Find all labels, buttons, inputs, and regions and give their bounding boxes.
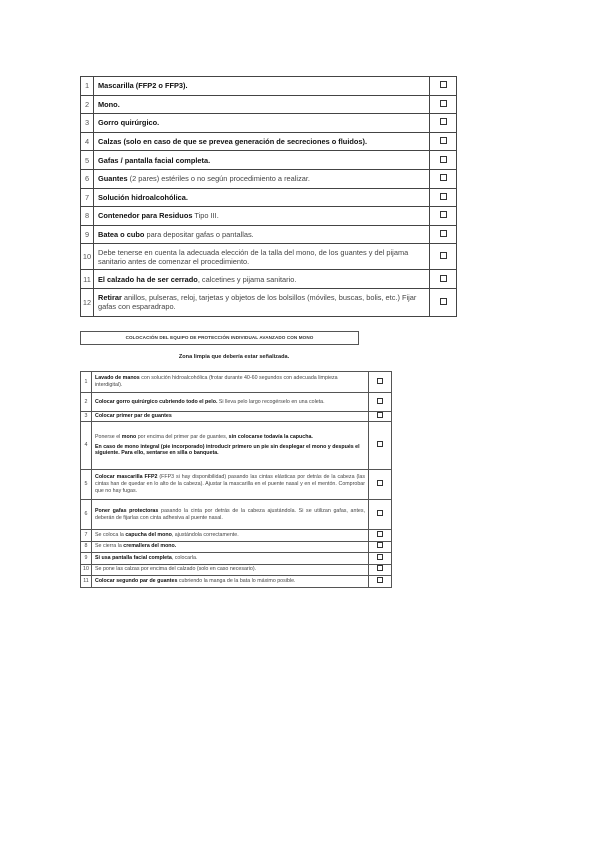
row-number: 5 xyxy=(81,470,92,500)
checkbox-cell[interactable] xyxy=(430,207,457,226)
table-row xyxy=(81,207,457,226)
checkbox-icon[interactable] xyxy=(440,174,447,181)
table-row xyxy=(81,553,392,565)
table-row xyxy=(81,500,392,530)
row-number: 3 xyxy=(81,412,92,422)
row-text: Mascarilla (FFP2 o FFP3). xyxy=(94,77,430,96)
row-number: 7 xyxy=(81,530,92,542)
row-text: Se pone las calzas por encima del calzado (solo en caso necesario). xyxy=(92,564,369,576)
checkbox-cell[interactable] xyxy=(430,288,457,316)
table-row xyxy=(81,530,392,542)
row-text: Contenedor para Residuos Tipo III. xyxy=(94,207,430,226)
checkbox-icon[interactable] xyxy=(377,441,383,447)
checkbox-icon[interactable] xyxy=(440,275,447,282)
table-row xyxy=(81,169,457,188)
material-checklist-table xyxy=(80,76,457,317)
row-number: 11 xyxy=(81,270,94,289)
donning-steps-table xyxy=(80,371,392,588)
row-text: Gorro quirúrgico. xyxy=(94,114,430,133)
checkbox-icon[interactable] xyxy=(440,81,447,88)
checkbox-cell[interactable] xyxy=(369,530,392,542)
row-text: El calzado ha de ser cerrado, calcetines y pijama sanitario. xyxy=(94,270,430,289)
table-row xyxy=(81,114,457,133)
checkbox-cell[interactable] xyxy=(430,77,457,96)
row-text: Guantes (2 pares) estériles o no según procedimiento a realizar. xyxy=(94,169,430,188)
checkbox-cell[interactable] xyxy=(369,553,392,565)
row-number: 9 xyxy=(81,553,92,565)
table-row xyxy=(81,225,457,244)
checkbox-cell[interactable] xyxy=(369,541,392,553)
row-text: Solución hidroalcohólica. xyxy=(94,188,430,207)
checkbox-cell[interactable] xyxy=(369,393,392,412)
table-row xyxy=(81,270,457,289)
checkbox-icon[interactable] xyxy=(440,252,447,259)
checkbox-icon[interactable] xyxy=(440,137,447,144)
checkbox-cell[interactable] xyxy=(369,500,392,530)
row-text: Gafas / pantalla facial completa. xyxy=(94,151,430,170)
checkbox-cell[interactable] xyxy=(430,169,457,188)
table-row xyxy=(81,188,457,207)
row-text: Retirar anillos, pulseras, reloj, tarjetas y objetos de los bolsillos (móviles, buscas, bolis, etc.) Fijar gafas con esparadrapo. xyxy=(94,288,430,316)
table-row xyxy=(81,564,392,576)
checkbox-icon[interactable] xyxy=(377,412,383,418)
row-text: Poner gafas protectoras pasando la cinta por detrás de la cabeza ajustándola. Si se utilizan gafas, antes, deberán de fijarlas con cinta adhesiva al puente nasal. xyxy=(92,500,369,530)
checkbox-icon[interactable] xyxy=(440,100,447,107)
checkbox-icon[interactable] xyxy=(377,510,383,516)
table-row xyxy=(81,576,392,588)
checkbox-icon[interactable] xyxy=(377,565,383,571)
row-number: 4 xyxy=(81,422,92,470)
checkbox-icon[interactable] xyxy=(440,211,447,218)
checkbox-icon[interactable] xyxy=(377,542,383,548)
row-number: 2 xyxy=(81,393,92,412)
checkbox-icon[interactable] xyxy=(440,230,447,237)
checkbox-cell[interactable] xyxy=(430,225,457,244)
row-text: Debe tenerse en cuenta la adecuada elección de la talla del mono, de los guantes y del pijama sanitario antes de comenzar el procedimiento. xyxy=(94,244,430,270)
table-row xyxy=(81,95,457,114)
row-number: 6 xyxy=(81,169,94,188)
table-row xyxy=(81,288,457,316)
checkbox-cell[interactable] xyxy=(369,412,392,422)
checkbox-icon[interactable] xyxy=(377,378,383,384)
row-number: 6 xyxy=(81,500,92,530)
table-row xyxy=(81,151,457,170)
checkbox-cell[interactable] xyxy=(430,114,457,133)
checkbox-icon[interactable] xyxy=(440,156,447,163)
section-title: COLOCACIÓN DEL EQUIPO DE PROTECCIÓN INDIVIDUAL AVANZADO CON MONO xyxy=(80,331,359,345)
row-text: Se coloca la capucha del mono, ajustándola correctamente. xyxy=(92,530,369,542)
table-row xyxy=(81,422,392,470)
checkbox-cell[interactable] xyxy=(369,470,392,500)
checkbox-cell[interactable] xyxy=(369,564,392,576)
row-number: 10 xyxy=(81,244,94,270)
row-number: 1 xyxy=(81,77,94,96)
checkbox-cell[interactable] xyxy=(430,244,457,270)
table-row xyxy=(81,132,457,151)
table-row xyxy=(81,77,457,96)
row-number: 1 xyxy=(81,372,92,393)
row-number: 9 xyxy=(81,225,94,244)
row-number: 8 xyxy=(81,541,92,553)
row-text: Batea o cubo para depositar gafas o pantallas. xyxy=(94,225,430,244)
row-number: 2 xyxy=(81,95,94,114)
checkbox-icon[interactable] xyxy=(440,118,447,125)
checkbox-icon[interactable] xyxy=(440,193,447,200)
checkbox-icon[interactable] xyxy=(377,480,383,486)
row-number: 10 xyxy=(81,564,92,576)
row-text: Colocar primer par de guantes xyxy=(92,412,369,422)
checkbox-cell[interactable] xyxy=(430,132,457,151)
checkbox-cell[interactable] xyxy=(430,188,457,207)
row-number: 12 xyxy=(81,288,94,316)
row-number: 3 xyxy=(81,114,94,133)
row-text: Mono. xyxy=(94,95,430,114)
row-text: Colocar gorro quirúrgico cubriendo todo el pelo. Si lleva pelo largo recogérselo en una coleta. xyxy=(92,393,369,412)
table-row xyxy=(81,393,392,412)
checkbox-cell[interactable] xyxy=(369,422,392,470)
table-row xyxy=(81,412,392,422)
table-row xyxy=(81,541,392,553)
row-text: Calzas (solo en caso de que se prevea generación de secreciones o fluidos). xyxy=(94,132,430,151)
table-row xyxy=(81,244,457,270)
row-text: Ponerse el mono por encima del primer par de guantes, sin colocarse todavía la capucha. En caso de mono integral (pie incorporado) introducir primero un pie sin desplegar el mono y después el siguiente. Para ello, sentarse en silla o banqueta. xyxy=(92,422,369,470)
row-note: En caso de mono integral (pie incorporado) introducir primero un pie sin desplegar el mono y después el siguiente. Para ello, sentarse en silla o banqueta. xyxy=(95,443,360,457)
row-number: 7 xyxy=(81,188,94,207)
checkbox-icon[interactable] xyxy=(377,577,383,583)
row-text: Colocar mascarilla FFP2 (FFP3 si hay disponibilidad) pasando las cintas elásticas por detrás de la cabeza (las cintas han de quedar en lo alto de la cabeza). Ajustar la mascarilla en el puente nasal y en el mentón. Comprobar que no hay fugas. xyxy=(92,470,369,500)
checkbox-icon[interactable] xyxy=(377,554,383,560)
row-number: 11 xyxy=(81,576,92,588)
checkbox-cell[interactable] xyxy=(430,270,457,289)
row-number: 4 xyxy=(81,132,94,151)
row-text: Si usa pantalla facial completa, colocarla. xyxy=(92,553,369,565)
checkbox-cell[interactable] xyxy=(430,95,457,114)
checkbox-cell[interactable] xyxy=(369,576,392,588)
checkbox-icon[interactable] xyxy=(377,531,383,537)
row-number: 5 xyxy=(81,151,94,170)
table-row xyxy=(81,372,392,393)
zone-title: Zona limpia que debería estar señalizada. xyxy=(178,354,290,360)
row-text: Lavado de manos con solución hidroalcohólica (frotar durante 40-60 segundos con adecuada limpieza interdigital). xyxy=(92,372,369,393)
row-text: Se cierra la cremallera del mono. xyxy=(92,541,369,553)
table-row xyxy=(81,470,392,500)
row-text: Colocar segundo par de guantes cubriendo la manga de la bata lo máximo posible. xyxy=(92,576,369,588)
row-number: 8 xyxy=(81,207,94,226)
checkbox-cell[interactable] xyxy=(430,151,457,170)
checkbox-cell[interactable] xyxy=(369,372,392,393)
checkbox-icon[interactable] xyxy=(440,298,447,305)
checkbox-icon[interactable] xyxy=(377,398,383,404)
